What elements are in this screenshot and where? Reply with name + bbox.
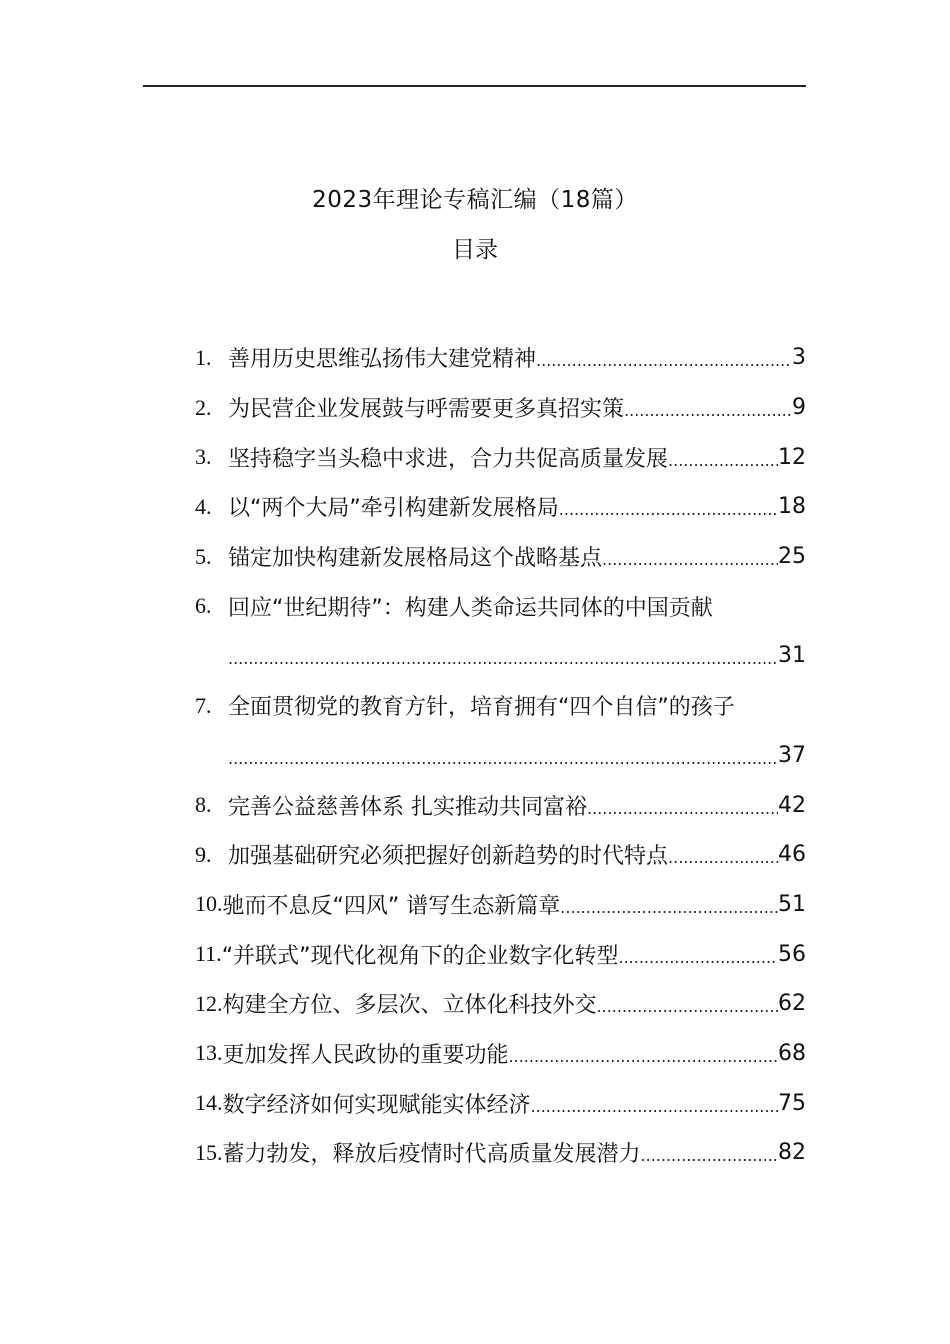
toc-entry-page: 3 <box>792 345 806 371</box>
toc-entry-number: 11. <box>195 941 222 967</box>
toc-entry-continuation[interactable] <box>195 731 806 781</box>
toc-entry-number: 4. <box>195 493 212 519</box>
toc-dot-leader <box>228 749 778 768</box>
toc-entry[interactable] <box>195 532 806 582</box>
toc-entry-page: 56 <box>778 941 806 967</box>
toc-dot-leader <box>597 997 778 1016</box>
toc-entry[interactable] <box>195 880 806 930</box>
toc-entry-page: 62 <box>778 991 806 1017</box>
toc-entry[interactable] <box>195 681 806 731</box>
toc-heading: 目录 <box>452 237 498 263</box>
toc-entry-number: 14. <box>195 1090 223 1116</box>
table-of-contents <box>195 333 806 1178</box>
toc-entry-continuation[interactable] <box>195 631 806 681</box>
toc-entry[interactable] <box>195 1029 806 1079</box>
toc-entry-title: 蓄力勃发，释放后疫情时代高质量发展潜力 <box>222 1142 641 1168</box>
document-title: 2023年理论专稿汇编（18篇） <box>312 187 638 213</box>
toc-entry-page: 25 <box>778 544 806 570</box>
toc-entry-number: 9. <box>195 841 212 867</box>
toc-entry-title: 更加发挥人民政协的重要功能 <box>222 1042 509 1068</box>
toc-entry-number: 1. <box>195 344 212 370</box>
toc-entry-title: 加强基础研究必须把握好创新趋势的时代特点 <box>228 844 669 870</box>
toc-entry[interactable] <box>195 432 806 482</box>
toc-entry-page: 42 <box>778 792 806 818</box>
toc-entry-number: 13. <box>195 1040 223 1066</box>
toc-dot-leader <box>560 898 778 917</box>
header-rule <box>143 85 806 87</box>
toc-entry-title: “并联式”现代化视角下的企业数字化转型 <box>221 943 619 969</box>
toc-entry[interactable] <box>195 333 806 383</box>
toc-entry[interactable] <box>195 1078 806 1128</box>
toc-dot-leader <box>668 848 778 867</box>
toc-entry-page: 46 <box>778 842 806 868</box>
toc-entry[interactable] <box>195 482 806 532</box>
toc-entry-page: 82 <box>778 1140 806 1166</box>
toc-entry-number: 8. <box>195 792 212 818</box>
toc-entry-title: 完善公益慈善体系 扎实推动共同富裕 <box>228 794 587 820</box>
toc-entry[interactable] <box>195 979 806 1029</box>
toc-entry[interactable] <box>195 780 806 830</box>
toc-entry-number: 7. <box>195 692 212 718</box>
toc-entry[interactable] <box>195 830 806 880</box>
toc-entry-number: 6. <box>195 593 212 619</box>
toc-entry-title: 以“两个大局”牵引构建新发展格局 <box>228 496 559 522</box>
toc-entry-number: 5. <box>195 543 212 569</box>
toc-entry-title: 坚持稳字当头稳中求进，合力共促高质量发展 <box>228 446 669 472</box>
toc-dot-leader <box>668 451 778 470</box>
toc-dot-leader <box>624 401 792 420</box>
toc-entry-title: 为民营企业发展鼓与呼需要更多真招实策 <box>228 397 625 423</box>
toc-entry-title: 全面贯彻党的教育方针，培育拥有“四个自信”的孩子 <box>228 695 735 721</box>
toc-dot-leader <box>587 799 778 818</box>
toc-entry-page: 68 <box>778 1040 806 1066</box>
toc-entry-page: 18 <box>778 494 806 520</box>
toc-entry[interactable] <box>195 929 806 979</box>
toc-dot-leader <box>618 948 778 967</box>
toc-entry-number: 10. <box>195 891 223 917</box>
toc-entry-title: 驰而不息反“四风” 谱写生态新篇章 <box>222 893 561 919</box>
toc-entry-number: 12. <box>195 990 223 1016</box>
toc-dot-leader <box>602 550 778 569</box>
toc-dot-leader <box>228 649 778 668</box>
toc-entry-title: 回应“世纪期待”：构建人类命运共同体的中国贡献 <box>228 595 713 621</box>
toc-entry-title: 数字经济如何实现赋能实体经济 <box>222 1092 531 1118</box>
toc-entry-title: 善用历史思维弘扬伟大建党精神 <box>228 347 537 373</box>
toc-dot-leader <box>641 1146 778 1165</box>
toc-entry-page: 31 <box>778 643 806 669</box>
toc-dot-leader <box>559 500 778 519</box>
toc-entry-title: 锚定加快构建新发展格局这个战略基点 <box>228 546 603 572</box>
toc-entry[interactable] <box>195 383 806 433</box>
toc-dot-leader <box>531 1097 778 1116</box>
toc-dot-leader <box>509 1047 778 1066</box>
toc-entry-page: 75 <box>778 1090 806 1116</box>
toc-entry[interactable] <box>195 1128 806 1178</box>
toc-entry[interactable] <box>195 581 806 631</box>
toc-entry-page: 51 <box>778 891 806 917</box>
toc-entry-number: 15. <box>195 1139 223 1165</box>
toc-entry-page: 12 <box>778 444 806 470</box>
toc-entry-page: 37 <box>778 742 806 768</box>
toc-entry-number: 3. <box>195 444 212 470</box>
toc-entry-number: 2. <box>195 394 212 420</box>
toc-dot-leader <box>536 351 792 370</box>
toc-entry-page: 9 <box>792 395 806 421</box>
toc-entry-title: 构建全方位、多层次、立体化科技外交 <box>222 993 597 1019</box>
